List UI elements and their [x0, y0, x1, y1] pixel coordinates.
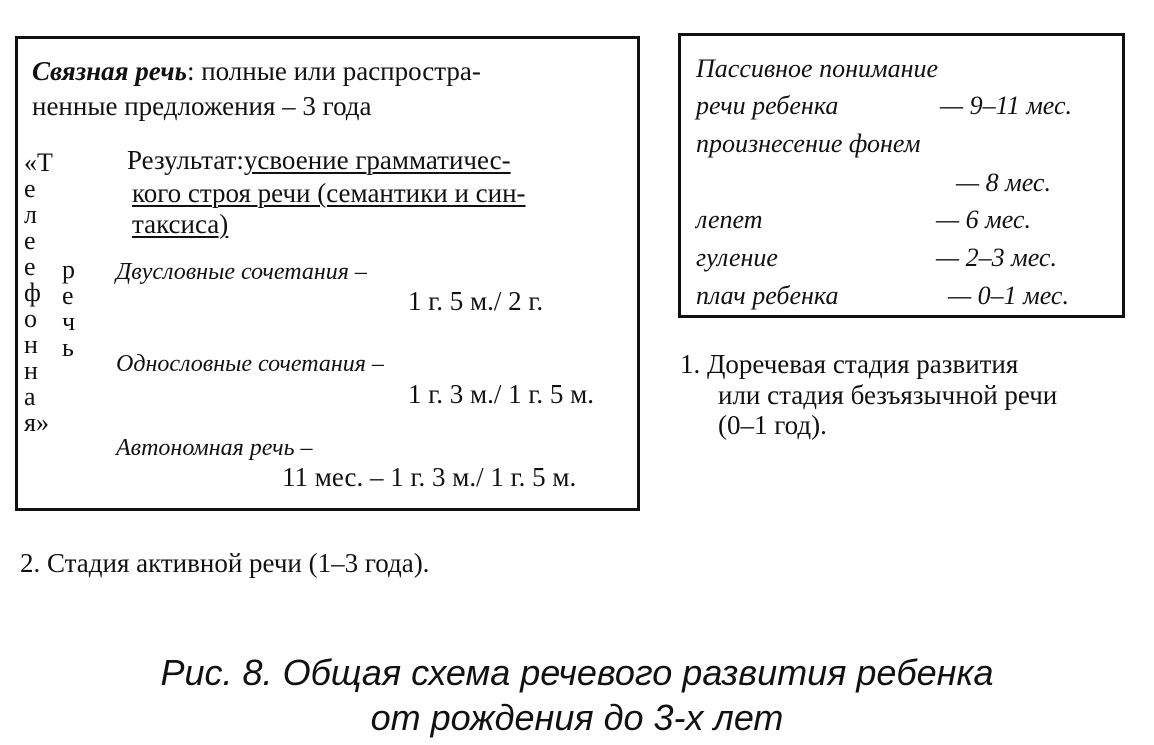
coherent-speech-line2: ненные предложения – 3 года	[32, 91, 372, 121]
result-line1	[127, 147, 511, 174]
phonemes-label: произнесение фонем	[696, 129, 921, 158]
coherent-speech-description: : полные или распростра-	[186, 56, 481, 86]
stage2-caption: 2. Стадия активной речи (1–3 года).	[20, 548, 430, 578]
vertical-letter: р	[62, 255, 75, 284]
coherent-speech-term: Связная речь	[32, 56, 187, 86]
passive-understanding-line1: Пассивное понимание	[696, 54, 939, 83]
vertical-letter: е	[24, 226, 36, 255]
passive-understanding-line2: речи ребенка	[696, 91, 839, 120]
result-text: усвоение грамматичес-	[243, 145, 511, 175]
result-line3: таксиса)	[132, 209, 229, 239]
vertical-letter: н	[24, 356, 38, 385]
speech-vertical-label	[62, 257, 75, 361]
phonemes-age: — 8 мес.	[956, 168, 1051, 197]
vertical-letter: ч	[62, 307, 76, 336]
one-word-label: Однословные сочетания –	[116, 351, 384, 377]
two-word-age: 1 г. 5 м./ 2 г.	[408, 286, 544, 316]
vertical-letter: я»	[24, 408, 49, 437]
result-label: Результат:	[127, 145, 244, 175]
autonomous-label: Автономная речь –	[116, 435, 313, 461]
crying-age: — 0–1 мес.	[948, 281, 1069, 310]
two-word-label: Двусловные сочетания –	[116, 259, 367, 285]
stage1-caption-line1: 1. Доречевая стадия развития	[680, 349, 1019, 379]
cooing-label: гуление	[696, 243, 778, 272]
vertical-letter: ь	[62, 333, 74, 362]
vertical-letter: е	[24, 174, 36, 203]
stage1-caption-line3: (0–1 год).	[718, 410, 827, 440]
babbling-age: — 6 мес.	[936, 205, 1031, 234]
vertical-letter: л	[24, 200, 37, 229]
vertical-letter: е	[62, 281, 74, 310]
one-word-age: 1 г. 3 м./ 1 г. 5 м.	[408, 379, 594, 409]
vertical-letter: н	[24, 330, 38, 359]
coherent-speech-line1	[32, 58, 481, 85]
autonomous-age: 11 мес. – 1 г. 3 м./ 1 г. 5 м.	[282, 462, 577, 492]
vertical-letter: ф	[24, 278, 41, 307]
figure-caption-line1: Рис. 8. Общая схема речевого развития ребенка	[160, 652, 994, 693]
cooing-age: — 2–3 мес.	[936, 243, 1057, 272]
crying-label: плач ребенка	[696, 281, 839, 310]
figure-caption-line2: от рождения до 3-х лет	[370, 697, 784, 738]
result-line2: кого строя речи (семантики и син-	[132, 178, 526, 208]
passive-understanding-age: — 9–11 мес.	[940, 91, 1073, 120]
vertical-letter: о	[24, 304, 37, 333]
telephone-speech-vertical-label	[24, 150, 53, 436]
babbling-label: лепет	[696, 205, 763, 234]
vertical-letter: а	[24, 382, 36, 411]
vertical-letter: е	[24, 252, 36, 281]
vertical-letter: «Т	[24, 148, 53, 177]
stage1-caption-line2: или стадия безъязычной речи	[718, 380, 1058, 410]
